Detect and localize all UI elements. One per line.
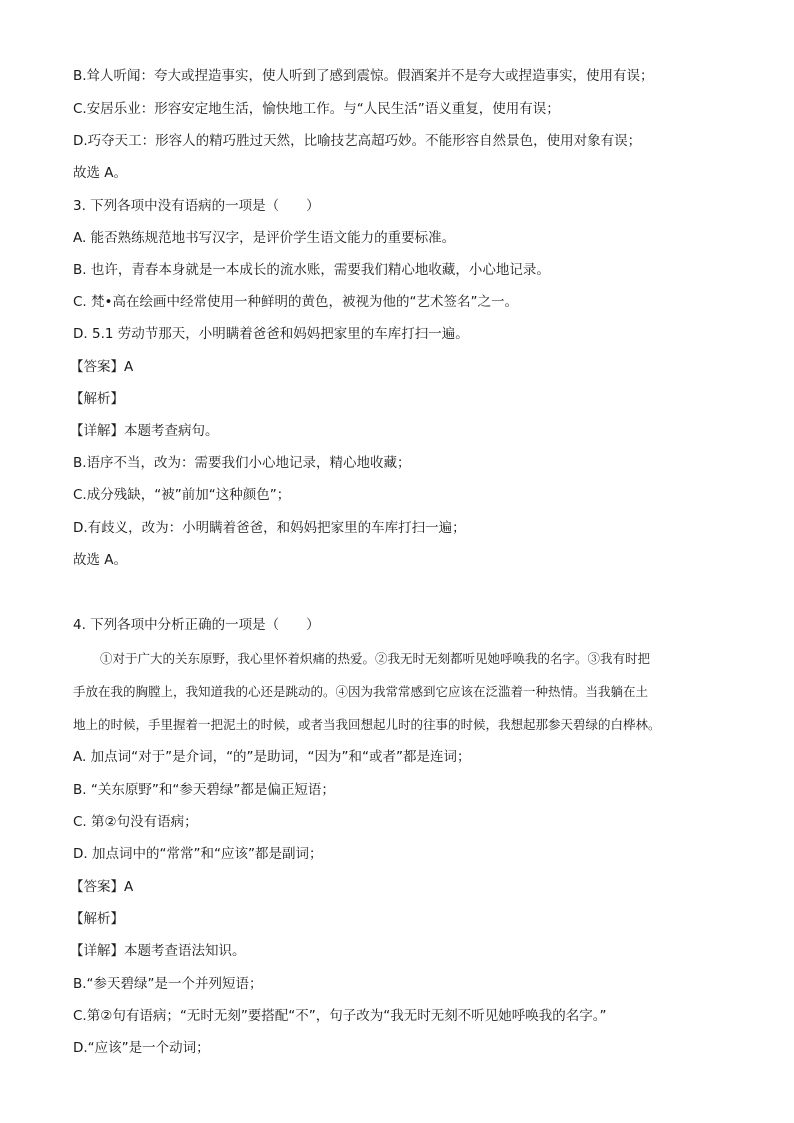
option-d: D. 5.1 劳动节那天，小明瞒着爸爸和妈妈把家里的车库打扫一遍。 [73,326,469,342]
passage-line: 地上的时候，手里握着一把泥土的时候，或者当我回想起儿时的往事的时候，我想起那参天碧绿的白桦林。 [73,717,661,732]
text-line: B.耸人听闻：夸大或捏造事实，使人听到了感到震惊。假酒案并不是夸大或捏造事实，使用有误； [73,68,654,84]
text-line: D.“应该”是一个动词； [73,1040,210,1056]
text-line: B.语序不当，改为：需要我们小心地记录，精心地收藏； [73,455,411,471]
detail-line: 【详解】本题考查病句。 [70,423,219,439]
option-b: B. 也许，青春本身就是一本成长的流水账，需要我们精心地收藏，小心地记录。 [73,262,550,278]
option-d: D. 加点词中的“常常”和“应该”都是副词； [73,846,323,862]
text-line: 故选 A。 [73,165,128,181]
passage-line: ①对于广大的关东原野，我心里怀着炽痛的热爱。②我无时无刻都听见她呼唤我的名字。③我有时把 [100,651,651,666]
answer-label: 【答案】A [70,359,134,375]
option-a: A. 加点词“对于”是介词，“的”是助词，“因为”和“或者”都是连词； [73,749,471,765]
option-b: B. “关东原野”和“参天碧绿”都是偏正短语； [73,782,335,798]
text-line: D.有歧义，改为：小明瞒着爸爸，和妈妈把家里的车库打扫一遍； [73,520,466,536]
text-line: C.安居乐业：形容安定地生活，愉快地工作。与“人民生活”语义重复，使用有误； [73,101,560,117]
text-line: 故选 A。 [73,552,128,568]
option-c: C. 梵•高在绘画中经常使用一种鲜明的黄色，被视为他的“艺术签名”之一。 [73,294,518,310]
option-c: C. 第②句没有语病； [73,814,198,830]
text-line: C.第②句有语病；“无时无刻”要搭配“不”，句子改为“我无时无刻不听见她呼唤我的名字。” [73,1008,607,1024]
passage-line: 手放在我的胸膛上，我知道我的心还是跳动的。④因为我常常感到它应该在泛滥着一种热情。当我躺在土 [73,684,649,699]
question-3-title: 3. 下列各项中没有语病的一项是（ ） [73,198,320,214]
analysis-label: 【解析】 [70,391,124,407]
text-line: B.“参天碧绿”是一个并列短语； [73,976,263,992]
text-line: D.巧夺天工：形容人的精巧胜过天然，比喻技艺高超巧妙。不能形容自然景色，使用对象有误； [73,133,642,149]
question-4-title: 4. 下列各项中分析正确的一项是（ ） [73,617,320,633]
detail-line: 【详解】本题考查语法知识。 [70,943,246,959]
analysis-label: 【解析】 [70,911,124,927]
text-line: C.成分残缺，“被”前加“这种颜色”； [73,487,291,503]
answer-label: 【答案】A [70,879,134,895]
option-a: A. 能否熟练规范地书写汉字，是评价学生语文能力的重要标准。 [73,230,456,246]
